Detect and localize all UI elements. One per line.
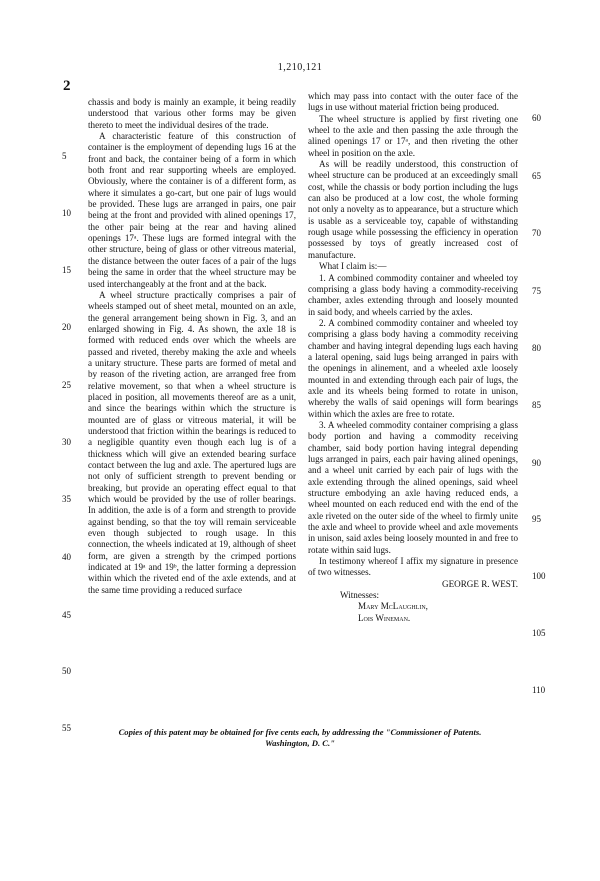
witnesses-label: Witnesses: bbox=[340, 590, 380, 601]
line-number: 30 bbox=[62, 437, 71, 447]
paragraph: which may pass into contact with the outer face of the lugs in use without material friction being produced. bbox=[308, 91, 518, 113]
line-number: 65 bbox=[532, 171, 541, 181]
claims-intro: What I claim is:— bbox=[319, 261, 387, 272]
line-number: 85 bbox=[532, 400, 541, 410]
line-number: 70 bbox=[532, 228, 541, 238]
line-number: 5 bbox=[62, 151, 67, 161]
left-column bbox=[88, 97, 296, 596]
paragraph: chassis and body is mainly an example, it being readily understood that various other forms may be given thereto to meet the individual desires of the trade. bbox=[88, 97, 296, 130]
line-number: 35 bbox=[62, 494, 71, 504]
right-column bbox=[308, 91, 518, 624]
testimony: In testimony whereof I affix my signature in presence of two witnesses. bbox=[308, 556, 518, 578]
line-number: 25 bbox=[62, 380, 71, 390]
copies-notice-line: Washington, D. C." bbox=[265, 738, 335, 748]
inventor-signature: GEORGE R. WEST. bbox=[442, 578, 518, 589]
line-number: 55 bbox=[62, 723, 71, 733]
line-number: 45 bbox=[62, 610, 71, 620]
claim-2: 2. A combined commodity container and wheeled toy comprising a glass body having a commodity receiving chamber and having integral depending lugs each having a lateral opening, said lugs being arranged in pairs with the openings in alinement, and a wheeled axle loosely mounted in and extending through each pair of lugs, the axle and its wheels being formed to rotate in unison, whereby the walls of said openings will form bearings within which the axles are free to rotate. bbox=[308, 317, 518, 419]
line-number: 95 bbox=[532, 514, 541, 524]
copies-notice bbox=[0, 727, 600, 749]
claim-3: 3. A wheeled commodity container comprising a glass body portion and having a commodity receiving chamber, said body portion having integral depending lugs arranged in pairs, each pair having alined openings, and a wheel unit carried by each pair of lugs with the axle extending through the alined openings, said wheel structure embodying an axle having reduced ends, a wheel mounted on each reduced end with the end of the axle riveted on the outer side of the wheel to firmly unite the axle and wheel to provide wheel and axle movements in unison, said axles being loosely mounted in and free to rotate within said lugs. bbox=[308, 419, 518, 555]
copies-notice-line: Copies of this patent may be obtained for five cents each, by addressing the "Commissioner of Patents. bbox=[118, 727, 482, 737]
line-number: 10 bbox=[62, 208, 71, 218]
page-number: 2 bbox=[63, 78, 71, 94]
paragraph: As will be readily understood, this construction of wheel structure can be produced at an exceedingly small cost, while the chassis or body portion including the lugs can also be produced at a low cost, the whole forming not only a novelty as to appearance, but a structure which is usable as a serviceable toy, capable of withstanding rough usage while possessing the efficiency in operation possessed by toys of greatly increased cost of manufacture. bbox=[308, 159, 518, 260]
paragraph: A wheel structure practically comprises a pair of wheels stamped out of sheet metal, mounted on an axle, the general arrangement being shown in Fig. 3, and an enlarged showing in Fig. 4. As shown, the axle 18 is formed with reduced ends over which the wheels are passed and riveted, thereby making the axle and wheels a unitary structure. These parts are formed of metal and by reason of the riveting action, are arranged free from relative movement, so that when a wheel structure is placed in position, all movements thereof are as a unit, and since the bearings within which the structure is mounted are of glass or vitreous material, it will be understood that friction within the bearings is reduced to a negligible quantity even though each lug is of a thickness which will give an extended bearing surface contact between the lug and axle. The apertured lugs are not only of sufficient strength to prevent bending or breaking, but provide an operating effect equal to that which would be provided by the use of roller bearings. In addition, the axle is of a form and strength to provide against bending, so that the toy will remain serviceable even though subjected to rough usage. In this connection, the wheels indicated at 19, although of sheet form, are given a strength by the crimped portions indicated at 19ᵃ and 19ᵇ, the latter forming a depression within which the riveted end of the axle extends, and at the same time providing a reduced surface bbox=[88, 289, 296, 595]
line-number: 20 bbox=[62, 322, 71, 332]
line-number: 60 bbox=[532, 113, 541, 123]
line-number: 80 bbox=[532, 343, 541, 353]
patent-number: 1,210,121 bbox=[277, 62, 323, 73]
line-number: 105 bbox=[532, 628, 546, 638]
line-number: 15 bbox=[62, 265, 71, 275]
line-number: 50 bbox=[62, 666, 71, 676]
line-number: 40 bbox=[62, 552, 71, 562]
paragraph: A characteristic feature of this construction of container is the employment of depending lugs 16 at the front and back, the container being of a form in which both front and rear supporting wheels are employed. Obviously, where the container is of a different form, as where it simulates a go-cart, but one pair of lugs would be provided. These lugs are arranged in pairs, one pair being at the front and provided with alined openings 17, the other pair being at the rear and having alined openings 17ᵃ. These lugs are formed integral with the other structure, being of glass or other vitreous material, the distance between the outer faces of a pair of the lugs being the same in order that the wheel structure may be used interchangeably at the front and at the back. bbox=[88, 131, 296, 289]
claim-1: 1. A combined commodity container and wheeled toy comprising a glass body having a commodity-receiving chamber, axles extending through and loosely mounted in said body, and wheels carried by the axles. bbox=[308, 272, 518, 317]
witness-name: Lois Wineman. bbox=[358, 612, 411, 623]
line-number: 110 bbox=[532, 685, 546, 695]
line-number: 75 bbox=[532, 286, 541, 296]
witness-name: Mary McLaughlin, bbox=[358, 601, 428, 612]
paragraph: The wheel structure is applied by first riveting one wheel to the axle and then passing the axle through the alined openings 17 or 17ᵃ, and then riveting the other wheel in position on the axle. bbox=[308, 113, 518, 158]
line-number: 90 bbox=[532, 458, 541, 468]
line-number: 100 bbox=[532, 571, 546, 581]
